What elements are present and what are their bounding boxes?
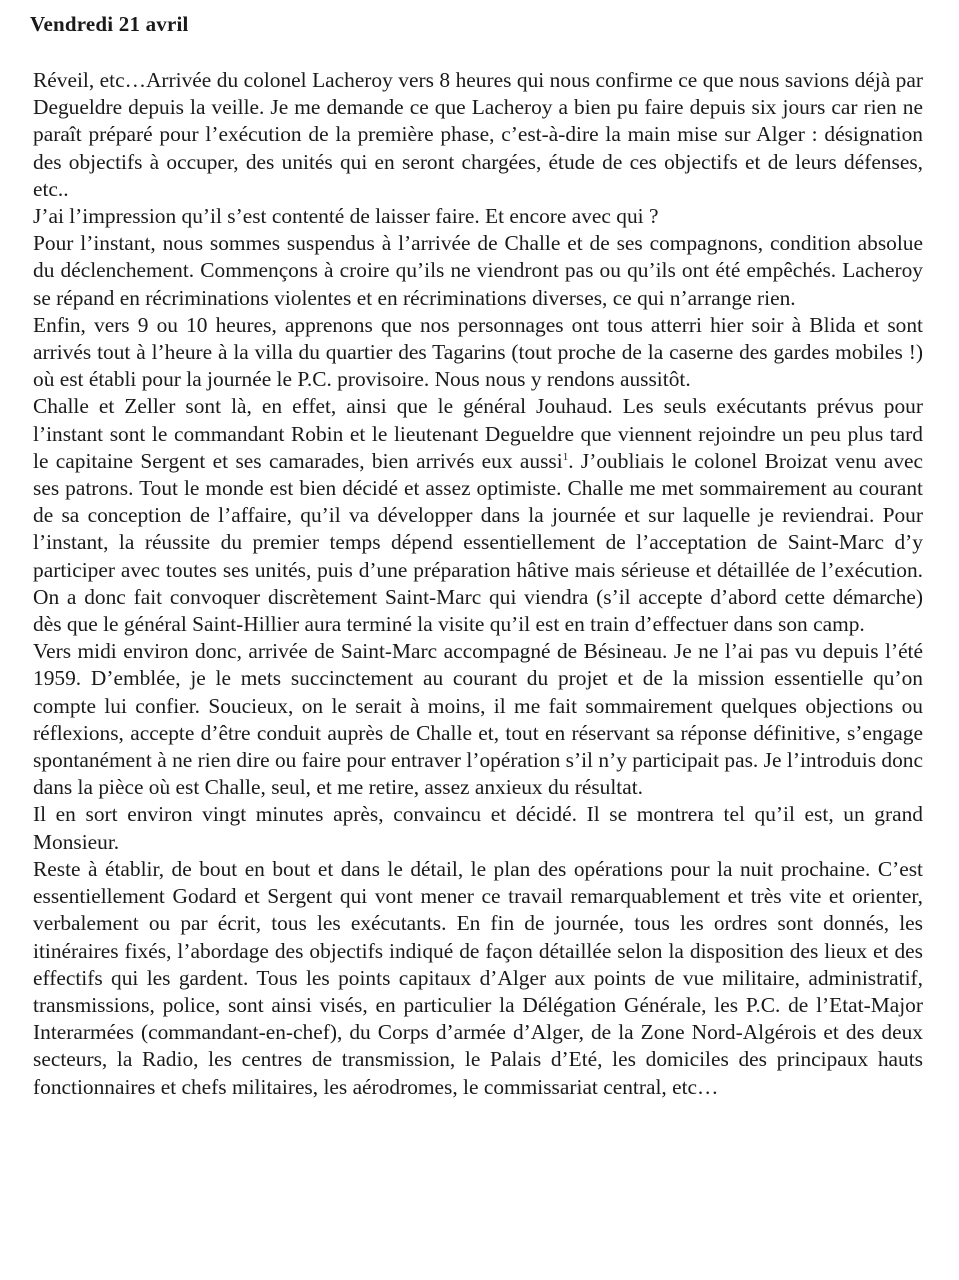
paragraph: Il en sort environ vingt minutes après, convaincu et décidé. Il se montrera tel qu’il est, un grand Monsieur. [33, 802, 923, 854]
paragraph-text: Challe et Zeller sont là, en effet, ainsi que le général Jouhaud. Les seuls exécutants prévus pour l’instant sont le commandant Robin et le lieutenant Degueldre que viennent rejoindre un peu plus tard le capitaine Sergent et ses camarades, bien arrivés eux aussi [33, 394, 923, 473]
date-heading: Vendredi 21 avril [30, 12, 189, 36]
paragraph: Vers midi environ donc, arrivée de Saint-Marc accompagné de Bésineau. Je ne l’ai pas vu depuis l’été 1959. D’emblée, je le mets succinctement au courant du projet et de la mission essentielle qu’on compte lui confier. Soucieux, on le serait à moins, il me fait sommairement quelques objections ou réflexions, accepte d’être conduit auprès de Challe et, tout en réservant sa réponse définitive, s’engage spontanément à ne rien dire ou faire pour entraver l’opération s’il n’y participait pas. Je l’introduis donc dans la pièce où est Challe, seul, et me retire, assez anxieux du résultat. [33, 639, 923, 800]
document-body [33, 67, 923, 1101]
paragraph: Enfin, vers 9 ou 10 heures, apprenons que nos personnages ont tous atterri hier soir à Blida et sont arrivés tout à l’heure à la villa du quartier des Tagarins (tout proche de la caserne des gardes mobiles !) où est établi pour la journée le P.C. provisoire. Nous nous y rendons aussitôt. [33, 312, 923, 392]
paragraph: Pour l’instant, nous sommes suspendus à l’arrivée de Challe et de ses compagnons, condition absolue du déclenchement. Commençons à croire qu’ils ne viendront pas ou qu’ils ont été empêchés. Lacheroy se répand en récriminations violentes et en récriminations diverses, ce qui n’arrange rien. [33, 231, 923, 310]
paragraph: Réveil, etc…Arrivée du colonel Lacheroy vers 8 heures qui nous confirme ce que nous savions déjà par Degueldre depuis la veille. Je me demande ce que Lacheroy a bien pu faire depuis six jours car rien ne paraît préparé pour l’exécution de la première phase, c’est-à-dire la main mise sur Alger : désignation des objectifs à occuper, des unités qui en seront chargées, étude de ces objectifs et de leurs défenses, etc.. [33, 68, 923, 201]
paragraph: Reste à établir, de bout en bout et dans le détail, le plan des opérations pour la nuit prochaine. C’est essentiellement Godard et Sergent qui vont mener ce travail remarquablement et très vite et orienter, verbalement ou par écrit, tous les exécutants. En fin de journée, tous les ordres sont donnés, les itinéraires fixés, l’abordage des objectifs indiqué de façon détaillée selon la disposition des lieux et des effectifs qui les gardent. Tous les points capitaux d’Alger aux points de vue militaire, administratif, transmissions, police, sont ainsi visés, en particulier la Délégation Générale, les P.C. de l’Etat-Major Interarmées (commandant-en-chef), du Corps d’armée d’Alger, de la Zone Nord-Algérois et des deux secteurs, la Radio, les centres de transmission, le Palais d’Eté, les domiciles des principaux hauts fonctionnaires et chefs militaires, les aérodromes, le commissariat central, etc… [33, 856, 923, 1099]
paragraph: J’ai l’impression qu’il s’est contenté de laisser faire. Et encore avec qui ? [33, 204, 659, 229]
paragraph-challe [33, 393, 923, 638]
footnote-marker: 1 [562, 450, 569, 463]
paragraph-text: . J’oubliais le colonel Broizat venu avec ses patrons. Tout le monde est bien décidé et assez optimiste. Challe me met sommairement au courant de sa conception de l’affaire, qu’il va développer dans la journée et sur laquelle je reviendrai. Pour l’instant, la réussite du premier temps dépend essentiellement de l’acceptation de Saint-Marc d’y participer avec toutes ses unités, puis d’une préparation hâtive mais sérieuse et détaillée de l’exécution. On a donc fait convoquer discrètement Saint-Marc qui viendra (s’il accepte d’abord cette démarche) dès que le général Saint-Hillier aura terminé la visite qu’il est en train d’effectuer dans son camp. [33, 448, 924, 637]
